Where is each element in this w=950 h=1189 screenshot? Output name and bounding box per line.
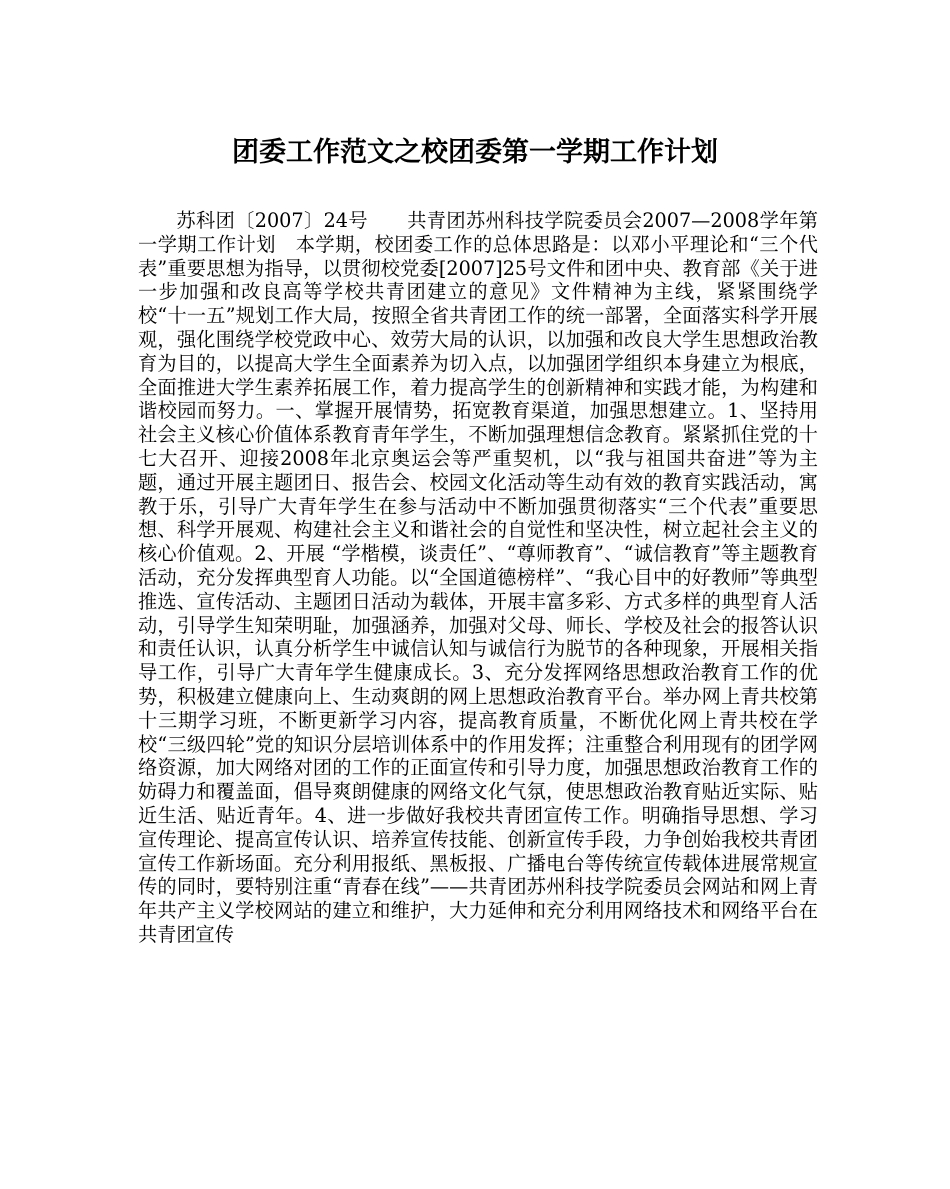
document-body-paragraph: 苏科团〔2007〕24号 共青团苏州科技学院委员会2007—2008学年第一学期工作计划 本学期，校团委工作的总体思路是：以邓小平理论和“三个代表”重要思想为指导，以贯彻校党委[2007]25号文件和团中央、教育部《关于进一步加强和改良高等学校共青团建立的意见》文件精神为主线，紧紧围绕学校“十一五”规划工作大局，按照全省共青团工作的统一部署，全面落实科学开展观，强化围绕学校党政中心、效劳大局的认识，以加强和改良大学生思想政治教育为目的，以提高大学生全面素养为切入点，以加强团学组织本身建立为根底，全面推进大学生素养拓展工作，着力提高学生的创新精神和实践才能，为构建和谐校园而努力。一、掌握开展情势，拓宽教育渠道，加强思想建立。1、坚持用社会主义核心价值体系教育青年学生，不断加强理想信念教育。紧紧抓住党的十七大召开、迎接2008年北京奥运会等严重契机，以“我与祖国共奋进”等为主题，通过开展主题团日、报告会、校园文化活动等生动有效的教育实践活动，寓教于乐，引导广大青年学生在参与活动中不断加强贯彻落实“三个代表”重要思想、科学开展观、构建社会主义和谐社会的自觉性和坚决性，树立起社会主义的核心价值观。2、开展 “学楷模，谈责任”、“尊师教育”、“诚信教育”等主题教育活动，充分发挥典型育人功能。以“全国道德榜样”、“我心目中的好教师”等典型推选、宣传活动、主题团日活动为载体，开展丰富多彩、方式多样的典型育人活动，引导学生知荣明耻，加强涵养，加强对父母、师长、学校及社会的报答认识和责任认识，认真分析学生中诚信认知与诚信行为脱节的各种现象，开展相关指导工作，引导广大青年学生健康成长。3、充分发挥网络思想政治教育工作的优势，积极建立健康向上、生动爽朗的网上思想政治教育平台。举办网上青共校第十三期学习班，不断更新学习内容，提高教育质量，不断优化网上青共校在学校“三级四轮”党的知识分层培训体系中的作用发挥；注重整合利用现有的团学网络资源，加大网络对团的工作的正面宣传和引导力度，加强思想政治教育工作的妨碍力和覆盖面，倡导爽朗健康的网络文化气氛，使思想政治教育贴近实际、贴近生活、贴近青年。4、进一步做好我校共青团宣传工作。明确指导思想、学习宣传理论、提高宣传认识、培养宣传技能、创新宣传手段，力争创始我校共青团宣传工作新场面。充分利用报纸、黑板报、广播电台等传统宣传载体进展常规宣传的同时，要特别注重“青春在线”——共青团苏州科技学院委员会网站和网上青年共产主义学校网站的建立和维护，大力延伸和充分利用网络技术和网络平台在共青团宣传 (138, 209, 818, 946)
document-title: 团委工作范文之校团委第一学期工作计划 (232, 137, 718, 168)
